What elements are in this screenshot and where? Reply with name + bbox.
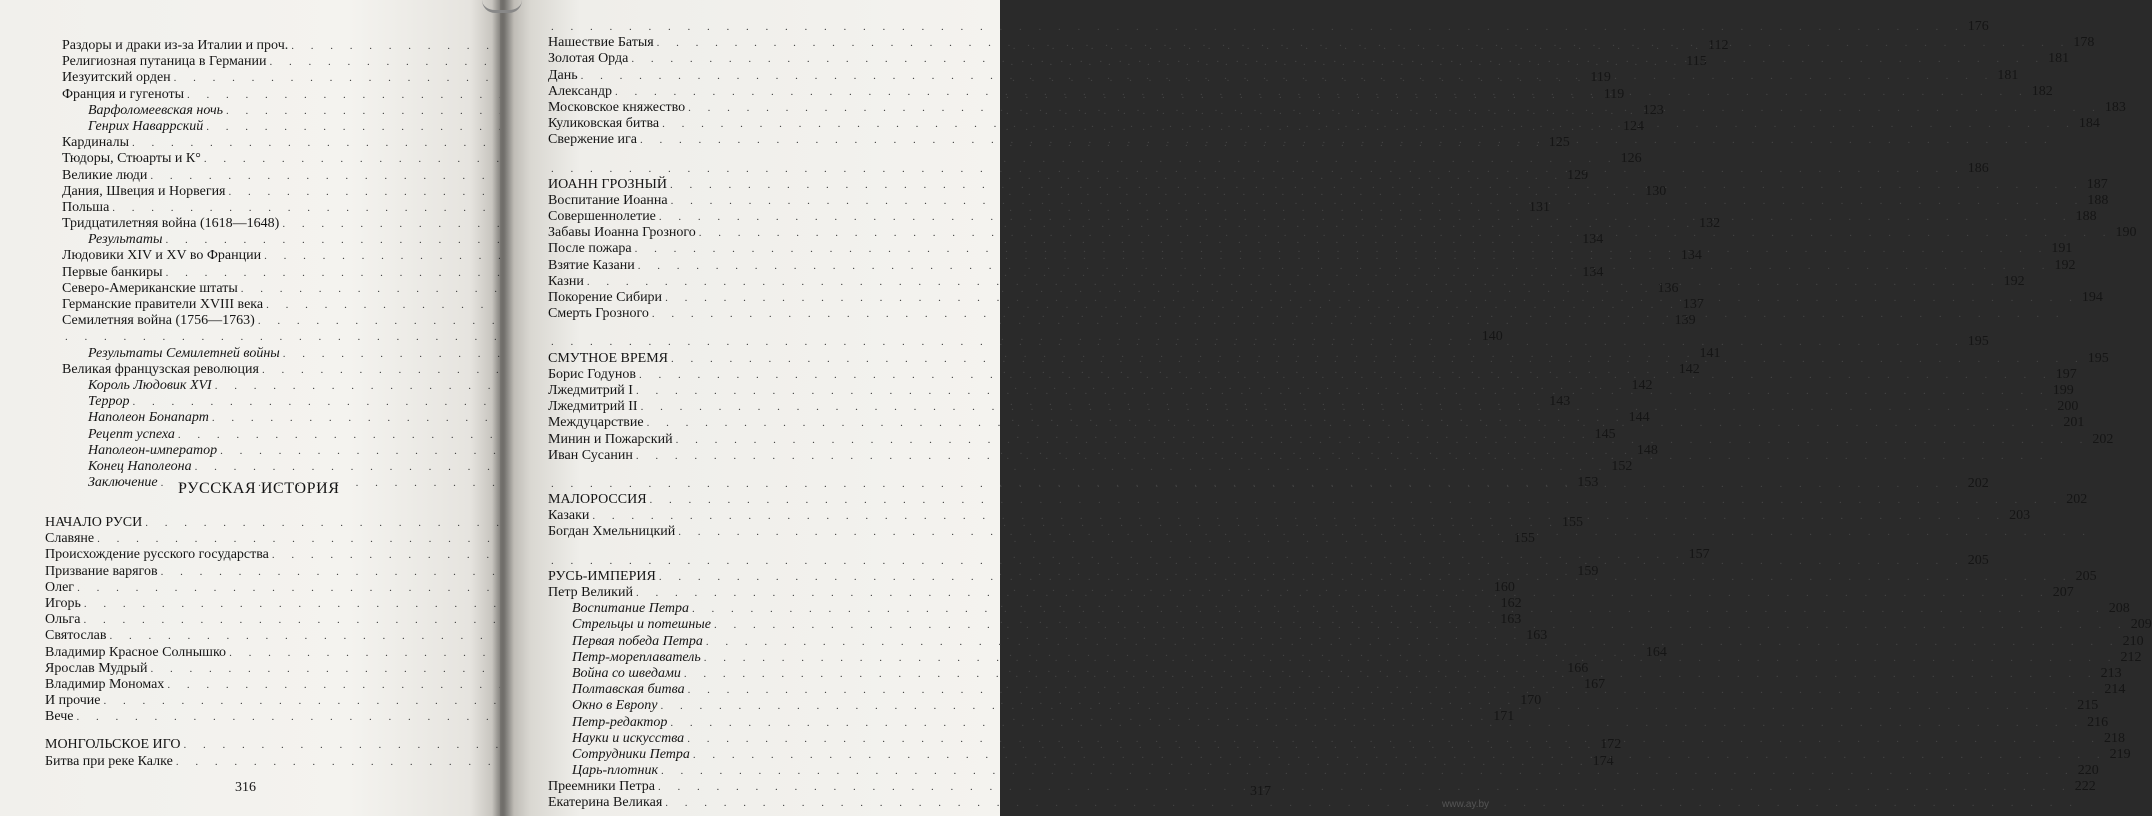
- dot-leader: [662, 116, 2076, 132]
- toc-entry-page: 199: [2052, 382, 2074, 398]
- toc-entry-page: 153: [1577, 475, 1599, 491]
- toc-entry-page: 140: [1481, 329, 1503, 345]
- dot-leader: [676, 432, 2090, 448]
- dot-leader: [551, 553, 1965, 569]
- dot-leader: [638, 258, 2052, 274]
- toc-entry-page: 119: [1603, 86, 1625, 102]
- toc-entry-page: 126: [1620, 151, 1642, 167]
- toc-entry-page: 155: [1561, 515, 1583, 530]
- toc-entry-title: Германские правители XVIII века: [62, 297, 264, 312]
- toc-entry-title: Результаты: [88, 232, 163, 248]
- toc-entry-page: 148: [1636, 442, 1658, 458]
- toc-entry-title: Террор: [88, 394, 130, 410]
- toc-entry-title: После пожара: [548, 241, 632, 257]
- section-heading: РУССКАЯ ИСТОРИЯ: [178, 480, 340, 497]
- toc-entry-title: Битва при реке Калке: [45, 753, 173, 769]
- toc-entry-title: Преемники Петра: [548, 779, 656, 795]
- toc-entry-title: Владимир Мономах: [45, 676, 165, 692]
- toc-entry-page: 212: [2120, 649, 2142, 665]
- toc-entry-page: 163: [1526, 628, 1548, 644]
- toc-entry-page: 190: [2115, 225, 2137, 241]
- toc-entry-title: Святослав: [45, 628, 107, 644]
- toc-entry-page: 160: [1493, 579, 1515, 595]
- toc-entry-title: Кардиналы: [62, 135, 130, 151]
- dot-leader: [551, 161, 1965, 177]
- toc-entry: [62, 458, 1633, 475]
- toc-entry-title: Екатерина Великая: [548, 795, 663, 811]
- toc-entry: [548, 763, 2099, 779]
- dot-leader: [640, 132, 2054, 148]
- toc-entry-title: Северо-Американские штаты: [62, 280, 238, 296]
- dot-leader: [657, 35, 2071, 51]
- dot-leader: [581, 68, 1995, 84]
- toc-entry-title: Наполеон Бонапарт: [88, 410, 209, 426]
- toc-entry-page: 195: [1967, 334, 1989, 350]
- toc-spacer: [548, 541, 960, 553]
- toc-entry-title: Дань: [548, 67, 578, 83]
- toc-entry-title: Религиозная путаница в Германии: [62, 54, 267, 70]
- toc-entry-page: 132: [1699, 216, 1721, 232]
- dot-leader: [636, 585, 2050, 601]
- toc-entry-title: Заключение: [88, 475, 158, 491]
- toc-entry-title: Война со шведами: [572, 665, 681, 681]
- page-number: 316: [235, 780, 256, 795]
- toc-entry-page: 172: [1600, 737, 1622, 753]
- toc-entry-title: Свержение ига: [548, 132, 637, 148]
- toc-entry-page: 187: [2086, 176, 2108, 192]
- toc-entry: [548, 524, 960, 540]
- toc-entry-page: 181: [1997, 67, 2019, 83]
- toc-entry-page: 203: [2009, 508, 2031, 524]
- toc-entry: [62, 151, 1642, 167]
- toc-entry-page: 162: [1500, 595, 1522, 611]
- toc-entry-title: Междуцарствие: [548, 415, 644, 431]
- dot-leader: [714, 617, 2128, 633]
- dot-leader: [650, 492, 2064, 508]
- dot-leader: [551, 476, 1965, 492]
- toc-entry-page: 144: [1628, 410, 1650, 426]
- toc-entry-page: 174: [1592, 753, 1614, 769]
- dot-leader: [692, 601, 2106, 617]
- toc-entry-page: 145: [1594, 426, 1616, 442]
- dot-leader: [671, 193, 2085, 209]
- dot-leader: [661, 763, 2075, 779]
- toc-entry-page: 134: [1680, 248, 1702, 264]
- toc-entry: [62, 329, 1503, 345]
- toc-entry-title: Великие люди: [62, 167, 148, 183]
- toc-entry: [548, 448, 960, 464]
- dot-leader: [684, 666, 2098, 682]
- dot-leader: [659, 209, 2073, 225]
- toc-entry-title: Ольга: [45, 612, 81, 628]
- dot-leader: [551, 19, 1965, 35]
- toc-entry-title: Золотая Орда: [548, 51, 629, 67]
- toc-entry-title: И прочие: [45, 693, 101, 709]
- toc-entry-title: Смерть Грозного: [548, 306, 649, 322]
- toc-entry-title: ИОАНН ГРОЗНЫЙ: [548, 176, 667, 192]
- dot-leader: [699, 225, 2113, 241]
- toc-entry-page: 125: [1548, 135, 1570, 151]
- toc-entry-page: 112: [1707, 38, 1729, 53]
- toc-entry-page: 194: [2081, 290, 2103, 305]
- dot-leader: [635, 241, 2049, 257]
- toc-entry-title: Франция и гугеноты: [62, 86, 185, 102]
- dot-leader: [592, 508, 2006, 524]
- toc-entry-title: Забавы Иоанна Грозного: [548, 225, 696, 241]
- toc-entry-page: 137: [1682, 297, 1704, 312]
- toc-entry-title: Минин и Пожарский: [548, 431, 673, 447]
- dot-leader: [551, 334, 1965, 350]
- toc-entry-title: Тридцатилетняя война (1618—1648): [62, 216, 280, 232]
- dot-leader: [658, 779, 2072, 795]
- toc-entry-title: РУСЬ-ИМПЕРИЯ: [548, 568, 656, 584]
- toc-entry-title: Александр: [548, 83, 612, 99]
- toc-entry-title: Призвание варягов: [45, 563, 158, 579]
- toc-entry-title: Король Людовик XVI: [88, 377, 212, 393]
- toc-entry-title: Происхождение русского государства: [45, 547, 269, 563]
- toc-entry-page: 192: [2054, 257, 2076, 273]
- toc-entry-title: Покорение Сибири: [548, 290, 663, 305]
- toc-entry-title: Владимир Красное Солнышко: [45, 644, 227, 660]
- toc-entry-title: Первые банкиры: [62, 264, 163, 280]
- toc-entry-title: Куликовская битва: [548, 116, 660, 132]
- toc-entry-page: 181: [2048, 51, 2070, 67]
- toc-entry-title: МАЛОРОССИЯ: [548, 492, 647, 508]
- toc-entry-title: Результаты Семилетней войны: [88, 345, 280, 361]
- toc-entry-page: 178: [2073, 35, 2095, 51]
- toc-entry-page: 209: [2130, 617, 2152, 633]
- toc-entry-page: 171: [1493, 709, 1515, 725]
- toc-entry-title: Семилетняя война (1756—1763): [62, 313, 255, 329]
- toc-entry-page: 192: [2003, 273, 2025, 289]
- toc-entry-title: Стрельцы и потешные: [572, 617, 712, 633]
- toc-entry-page: 142: [1631, 377, 1653, 393]
- toc-entry-title: Окно в Европу: [572, 698, 658, 714]
- toc-entry-title: Полтавская битва: [572, 682, 685, 698]
- toc-entry-title: Вече: [45, 709, 74, 725]
- toc-entry-title: Иван Сусанин: [548, 447, 633, 463]
- toc-entry-title: Польша: [62, 199, 110, 215]
- toc-entry-page: 157: [1688, 547, 1710, 563]
- toc-entry-page: 131: [1529, 199, 1551, 215]
- dot-leader: [636, 383, 2050, 399]
- dot-leader: [671, 351, 2085, 367]
- toc-entry: [45, 547, 1710, 563]
- toc-entry-page: 143: [1549, 394, 1571, 410]
- dot-leader: [636, 448, 2050, 464]
- dot-leader: [665, 290, 2079, 306]
- dot-leader: [587, 274, 2001, 290]
- toc-entry-title: Совершеннолетие: [548, 209, 656, 225]
- toc-entry-page: 222: [2074, 779, 2096, 795]
- toc-entry-page: 183: [2104, 99, 2126, 115]
- toc-entry-page: 207: [2052, 585, 2074, 600]
- toc-entry-page: 167: [1584, 676, 1606, 692]
- toc-entry-page: 152: [1611, 458, 1633, 474]
- toc-entry-page: 219: [2109, 746, 2131, 762]
- toc-entry-page: 184: [2078, 116, 2100, 132]
- toc-entry: [548, 492, 2088, 508]
- toc-entry-page: 166: [1567, 660, 1589, 676]
- toc-entry-page: 141: [1699, 345, 1721, 361]
- toc-entry-page: 155: [1513, 531, 1535, 547]
- toc-entry-page: 188: [2087, 192, 2109, 208]
- toc-entry-title: НАЧАЛО РУСИ: [45, 515, 143, 530]
- watermark: www.ay.by: [1442, 799, 1490, 810]
- toc-entry-title: Иезуитский орден: [62, 70, 171, 86]
- toc-entry-page: 201: [2063, 415, 2085, 431]
- dot-leader: [631, 51, 2045, 67]
- toc-entry-title: Московское княжество: [548, 99, 686, 115]
- toc-entry-title: Игорь: [45, 595, 81, 611]
- toc-entry-title: Славяне: [45, 531, 95, 547]
- toc-entry-page: 182: [2031, 83, 2053, 99]
- toc-entry-title: Борис Годунов: [548, 366, 636, 382]
- toc-entry-title: Петр Великий: [548, 585, 633, 600]
- toc-entry-title: Петр-мореплаватель: [572, 649, 701, 665]
- toc-entry: [548, 132, 960, 148]
- toc-entry-title: Раздоры и драки из-за Италии и проч.: [62, 38, 289, 53]
- toc-entry-page: 136: [1657, 280, 1679, 296]
- toc-entry-page: 129: [1567, 167, 1589, 183]
- toc-entry-page: 191: [2051, 241, 2073, 257]
- toc-entry-title: Наполеон-император: [88, 442, 218, 458]
- toc-spacer: [548, 464, 960, 476]
- toc-entry-page: 215: [2077, 698, 2099, 714]
- toc-spacer: [548, 149, 960, 161]
- dot-leader: [687, 731, 2101, 747]
- toc-entry-title: Генрих Наваррский: [88, 118, 204, 134]
- toc-entry-title: Казни: [548, 273, 584, 289]
- toc-entry-title: Конец Наполеона: [88, 458, 192, 474]
- toc-entry-page: 159: [1577, 563, 1599, 579]
- toc-entry-page: 164: [1645, 644, 1667, 660]
- toc-entry-page: 202: [1967, 475, 1989, 491]
- toc-entry-page: 115: [1686, 54, 1707, 70]
- toc-entry-page: 205: [2075, 568, 2097, 584]
- toc-entry-page: 197: [2055, 366, 2077, 382]
- toc-entry-page: 195: [2087, 350, 2109, 366]
- toc-entry-title: Тюдоры, Стюарты и К°: [62, 151, 201, 167]
- toc-entry-page: 220: [2077, 763, 2099, 779]
- dot-leader: [678, 524, 2092, 540]
- toc-entry-title: Людовики XIV и XV во Франции: [62, 248, 262, 264]
- toc-entry-page: 186: [1967, 160, 1989, 176]
- toc-entry-title: Олег: [45, 579, 75, 595]
- toc-entry-page: 163: [1500, 612, 1522, 628]
- toc-entry-title: Лжедмитрий II: [548, 399, 638, 415]
- toc-entry-page: 176: [1967, 19, 1989, 34]
- dot-leader: [639, 367, 2053, 383]
- toc-entry-page: 170: [1520, 693, 1542, 709]
- toc-entry-page: 214: [2104, 682, 2126, 698]
- dot-leader: [688, 100, 2102, 116]
- toc-entry: [548, 19, 1989, 35]
- dot-leader: [665, 795, 2079, 811]
- dot-leader: [670, 715, 2084, 731]
- toc-entry-page: 119: [1590, 70, 1611, 86]
- dot-leader: [659, 569, 2073, 585]
- toc-entry-page: 130: [1645, 183, 1667, 199]
- toc-entry-title: Нашествие Батыя: [548, 35, 654, 51]
- dot-leader: [652, 306, 2066, 322]
- toc-entry-title: Первая победа Петра: [572, 633, 703, 649]
- toc-entry-page: 205: [1967, 552, 1989, 568]
- toc-entry-page: 124: [1623, 118, 1645, 134]
- toc-entry-title: Варфоломеевская ночь: [88, 102, 224, 118]
- toc-entry-page: 142: [1678, 361, 1700, 377]
- toc-entry-page: 200: [2057, 399, 2079, 415]
- toc-entry-title: СМУТНОЕ ВРЕМЯ: [548, 350, 668, 366]
- dot-leader: [670, 177, 2084, 193]
- toc-spacer: [45, 725, 457, 737]
- dot-leader: [661, 698, 2075, 714]
- dot-leader: [704, 650, 2118, 666]
- toc-entry-title: Воспитание Иоанна: [548, 192, 668, 208]
- toc-entry-page: 123: [1642, 102, 1664, 118]
- toc-entry-page: 139: [1674, 313, 1696, 329]
- book-gutter: [492, 0, 514, 816]
- toc-entry-title: Рецепт успеха: [88, 426, 175, 442]
- toc-entry-page: 134: [1582, 264, 1604, 280]
- dot-leader: [706, 634, 2120, 650]
- toc-entry-title: Науки и искусства: [572, 730, 685, 746]
- toc-entry-title: Лжедмитрий I: [548, 382, 633, 398]
- toc-entry-title: Петр-редактор: [572, 714, 668, 730]
- toc-entry-page: 210: [2122, 633, 2144, 649]
- toc-entry-page: 202: [2066, 492, 2088, 508]
- toc-entry-page: 188: [2075, 209, 2097, 225]
- dot-leader: [693, 747, 2107, 763]
- toc-entry-page: 216: [2087, 714, 2109, 730]
- toc-entry-title: Сотрудники Петра: [572, 746, 690, 762]
- toc-entry-title: Дания, Швеция и Норвегия: [62, 183, 226, 199]
- dot-leader: [688, 682, 2102, 698]
- toc-entry-title: Казаки: [548, 508, 590, 524]
- toc-entry-page: 218: [2103, 730, 2125, 746]
- toc-entry-title: Богдан Хмельницкий: [548, 524, 676, 540]
- toc-spacer: [548, 322, 960, 334]
- toc-entry-page: 202: [2092, 431, 2114, 447]
- toc-entry-title: МОНГОЛЬСКОЕ ИГО: [45, 737, 181, 753]
- page-number: 317: [1250, 784, 1271, 799]
- toc-entry-title: Великая французская революция: [62, 361, 259, 377]
- toc-entry: [548, 795, 960, 811]
- toc-entry-page: 208: [2108, 601, 2130, 617]
- toc-entry-page: 213: [2100, 665, 2122, 681]
- toc-entry-title: Взятие Казани: [548, 257, 635, 273]
- toc-entry: [548, 306, 960, 322]
- toc-entry-page: 134: [1582, 232, 1604, 248]
- toc-entry-title: Ярослав Мудрый: [45, 660, 148, 676]
- dot-leader: [615, 84, 2029, 100]
- dot-leader: [641, 399, 2055, 415]
- dot-leader: [647, 415, 2061, 431]
- toc-entry-title: Воспитание Петра: [572, 601, 689, 617]
- toc-entry-title: Царь-плотник: [572, 763, 659, 779]
